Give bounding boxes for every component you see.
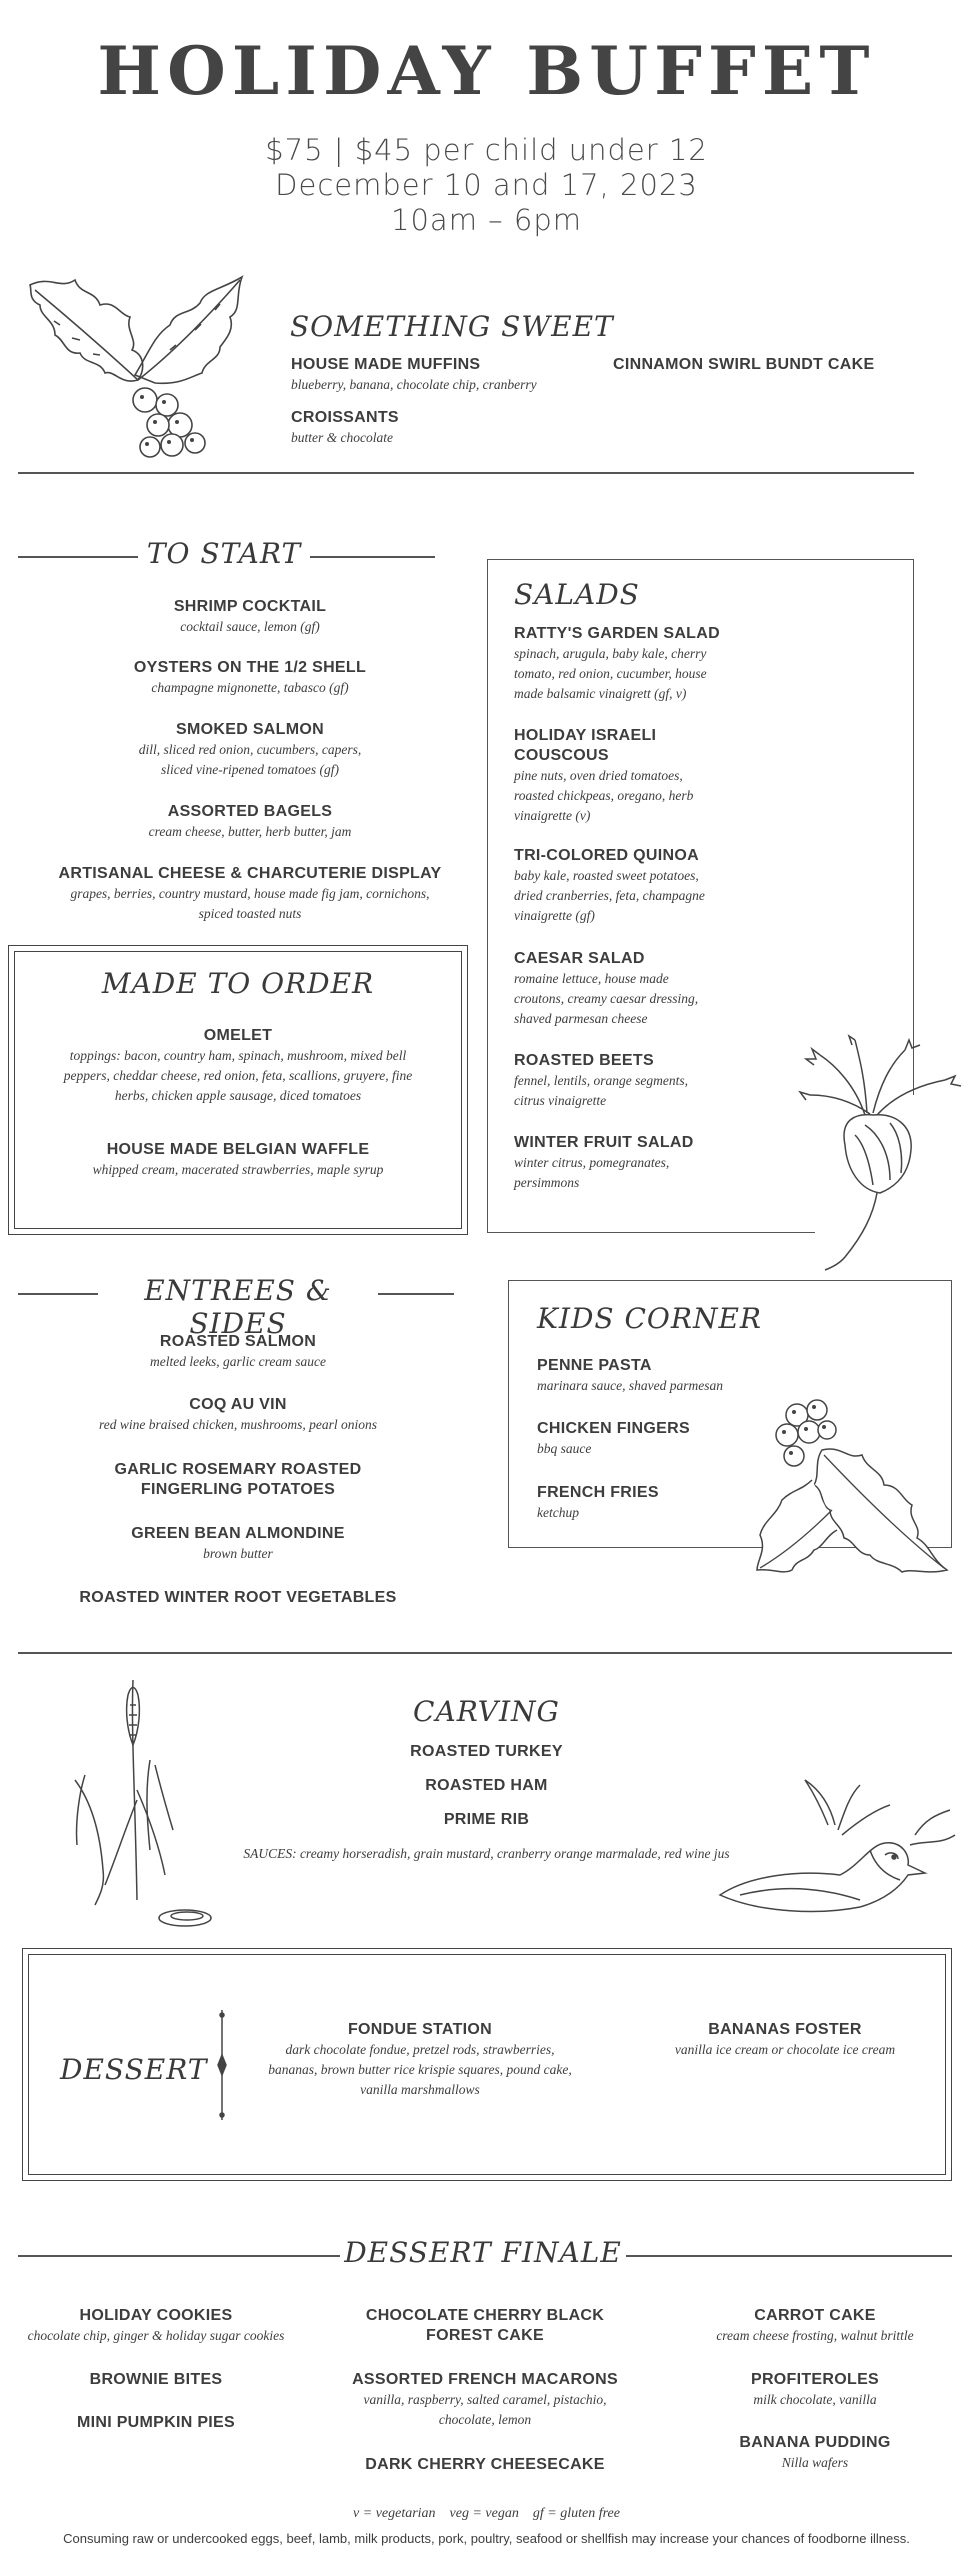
item-name: CHICKEN FINGERS bbox=[537, 1420, 690, 1437]
item-desc: dill, sliced red onion, cucumbers, capers, bbox=[138, 742, 362, 757]
item-desc: Nilla wafers bbox=[781, 2455, 849, 2470]
item-desc: dark chocolate fondue, pretzel rods, strawberries, bbox=[285, 2042, 555, 2057]
item-name: PENNE PASTA bbox=[537, 1357, 652, 1374]
item-desc: cream cheese frosting, walnut brittle bbox=[716, 2328, 914, 2343]
item-desc: tomato, red onion, cucumber, house bbox=[514, 666, 707, 681]
item-desc: chocolate chip, ginger & holiday sugar cookies bbox=[27, 2328, 285, 2343]
item-name: ROASTED TURKEY bbox=[410, 1743, 563, 1760]
divider bbox=[18, 2255, 340, 2257]
item-desc: baby kale, roasted sweet potatoes, bbox=[514, 868, 699, 883]
section-title-kids: KIDS CORNER bbox=[537, 1302, 762, 1335]
item-name: FINGERLING POTATOES bbox=[140, 1481, 336, 1498]
item-name: MINI PUMPKIN PIES bbox=[76, 2414, 235, 2431]
section-title-to-start: TO START bbox=[146, 537, 302, 570]
divider bbox=[310, 556, 435, 558]
divider bbox=[18, 556, 138, 558]
item-desc: champagne mignonette, tabasco (gf) bbox=[151, 680, 349, 695]
item-name: GREEN BEAN ALMONDINE bbox=[131, 1525, 345, 1542]
item-name: OYSTERS ON THE 1/2 SHELL bbox=[133, 659, 367, 676]
item-name: PRIME RIB bbox=[443, 1811, 530, 1828]
item-name: PROFITEROLES bbox=[750, 2371, 880, 2388]
item-name: BROWNIE BITES bbox=[89, 2371, 223, 2388]
dates-line: December 10 and 17, 2023 bbox=[275, 168, 698, 202]
item-name: ROASTED SALMON bbox=[159, 1333, 317, 1350]
section-title-made-to-order: MADE TO ORDER bbox=[101, 967, 375, 1000]
divider bbox=[18, 1293, 98, 1295]
item-desc: vanilla ice cream or chocolate ice cream bbox=[674, 2042, 896, 2057]
item-name: COQ AU VIN bbox=[189, 1396, 287, 1413]
item-desc: brown butter bbox=[203, 1546, 273, 1561]
item-desc: roasted chickpeas, oregano, herb bbox=[514, 788, 694, 803]
item-desc: shaved parmesan cheese bbox=[514, 1011, 648, 1026]
item-desc: chocolate, lemon bbox=[438, 2412, 532, 2427]
item-name: SHRIMP COCKTAIL bbox=[173, 598, 327, 615]
price-line: $75 | $45 per child under 12 bbox=[265, 133, 708, 167]
item-name: CINNAMON SWIRL BUNDT CAKE bbox=[613, 356, 875, 373]
item-name: GARLIC ROSEMARY ROASTED bbox=[114, 1461, 362, 1478]
item-desc: dried cranberries, feta, champagne bbox=[514, 888, 705, 903]
item-desc: melted leeks, garlic cream sauce bbox=[149, 1354, 327, 1369]
item-desc: peppers, cheddar cheese, red onion, feta, scallions, gruyere, fine bbox=[63, 1068, 413, 1083]
item-name: HOUSE MADE BELGIAN WAFFLE bbox=[106, 1141, 370, 1158]
item-name: BANANAS FOSTER bbox=[708, 2021, 862, 2038]
item-desc: milk chocolate, vanilla bbox=[753, 2392, 877, 2407]
item-desc: toppings: bacon, country ham, spinach, mushroom, mixed bell bbox=[69, 1048, 407, 1063]
section-title-salads: SALADS bbox=[514, 578, 640, 611]
item-desc: vanilla marshmallows bbox=[360, 2082, 480, 2097]
item-desc: spiced toasted nuts bbox=[198, 906, 302, 921]
section-title-dessert: DESSERT bbox=[60, 2053, 208, 2086]
item-desc: vanilla, raspberry, salted caramel, pistachio, bbox=[363, 2392, 607, 2407]
item-name: SMOKED SALMON bbox=[176, 721, 324, 738]
section-title-something-sweet: SOMETHING SWEET bbox=[290, 310, 614, 343]
item-desc: made balsamic vinaigrett (gf, v) bbox=[514, 686, 687, 701]
divider bbox=[378, 1293, 454, 1295]
item-name: ASSORTED BAGELS bbox=[167, 803, 333, 820]
item-name: ROASTED WINTER ROOT VEGETABLES bbox=[79, 1589, 397, 1606]
divider-ornament-icon bbox=[212, 2010, 232, 2120]
item-name: BANANA PUDDING bbox=[739, 2434, 891, 2451]
item-desc: bananas, brown butter rice krispie squares, pound cake, bbox=[268, 2062, 572, 2077]
item-name: TRI-COLORED QUINOA bbox=[514, 847, 699, 864]
item-name: CAESAR SALAD bbox=[514, 950, 645, 967]
page-title: HOLIDAY BUFFET bbox=[97, 32, 876, 110]
item-desc: ketchup bbox=[537, 1505, 579, 1520]
cattail-illustration-icon bbox=[55, 1670, 235, 1935]
item-name: ASSORTED FRENCH MACARONS bbox=[352, 2371, 618, 2388]
item-desc: pine nuts, oven dried tomatoes, bbox=[514, 768, 683, 783]
beet-illustration-icon bbox=[795, 1035, 970, 1285]
holly-illustration-icon bbox=[752, 1390, 964, 1590]
item-name: CARROT CAKE bbox=[754, 2307, 876, 2324]
item-name: FOREST CAKE bbox=[426, 2327, 544, 2344]
item-desc: red wine braised chicken, mushrooms, pearl onions bbox=[99, 1417, 377, 1432]
duck-illustration-icon bbox=[710, 1775, 960, 1925]
item-desc: herbs, chicken apple sausage, diced tomatoes bbox=[114, 1088, 362, 1103]
item-name: RATTY'S GARDEN SALAD bbox=[514, 625, 720, 642]
item-desc: fennel, lentils, orange segments, bbox=[514, 1073, 688, 1088]
item-desc: croutons, creamy caesar dressing, bbox=[514, 991, 699, 1006]
item-name: HOLIDAY COOKIES bbox=[79, 2307, 233, 2324]
item-name: CROISSANTS bbox=[291, 409, 399, 426]
item-desc: citrus vinaigrette bbox=[514, 1093, 607, 1108]
section-title-carving: CARVING bbox=[413, 1695, 560, 1728]
item-desc: vinaigrette (gf) bbox=[514, 908, 595, 923]
item-desc: cream cheese, butter, herb butter, jam bbox=[148, 824, 352, 839]
item-name: WINTER FRUIT SALAD bbox=[514, 1134, 694, 1151]
divider bbox=[18, 472, 914, 474]
item-desc: blueberry, banana, chocolate chip, cranberry bbox=[291, 377, 537, 392]
divider bbox=[626, 2255, 952, 2257]
item-desc: bbq sauce bbox=[537, 1441, 592, 1456]
section-title-dessert-finale: DESSERT FINALE bbox=[344, 2236, 622, 2269]
item-name: CHOCOLATE CHERRY BLACK bbox=[365, 2307, 605, 2324]
item-desc: cocktail sauce, lemon (gf) bbox=[180, 619, 320, 634]
item-name: OMELET bbox=[203, 1027, 273, 1044]
hours-line: 10am – 6pm bbox=[391, 203, 582, 237]
item-desc: winter citrus, pomegranates, bbox=[514, 1155, 670, 1170]
item-desc: vinaigrette (v) bbox=[514, 808, 591, 823]
item-name: DARK CHERRY CHEESECAKE bbox=[365, 2456, 605, 2473]
item-desc: marinara sauce, shaved parmesan bbox=[537, 1378, 723, 1393]
item-desc: sliced vine-ripened tomatoes (gf) bbox=[160, 762, 340, 777]
section-title-entrees: ENTREES & SIDES bbox=[144, 1274, 332, 1340]
dietary-legend: v = vegetarian veg = vegan gf = gluten free bbox=[353, 2506, 620, 2521]
sauces-line: SAUCES: creamy horseradish, grain mustard, cranberry orange marmalade, red wine jus bbox=[243, 1846, 730, 1861]
item-name: ROASTED HAM bbox=[425, 1777, 548, 1794]
item-desc: persimmons bbox=[514, 1175, 580, 1190]
holly-illustration-icon bbox=[20, 255, 255, 470]
item-desc: whipped cream, macerated strawberries, maple syrup bbox=[92, 1162, 384, 1177]
item-name: ROASTED BEETS bbox=[514, 1052, 654, 1069]
foodborne-warning: Consuming raw or undercooked eggs, beef, lamb, milk products, pork, poultry, seafood or shellfish may increase your chances of foodborne illness. bbox=[63, 2531, 910, 2546]
item-desc: romaine lettuce, house made bbox=[514, 971, 669, 986]
item-desc: butter & chocolate bbox=[291, 430, 393, 445]
item-name: ARTISANAL CHEESE & CHARCUTERIE DISPLAY bbox=[58, 865, 442, 882]
item-desc: spinach, arugula, baby kale, cherry bbox=[514, 646, 707, 661]
item-name: FONDUE STATION bbox=[347, 2021, 493, 2038]
item-name: HOLIDAY ISRAELI bbox=[514, 727, 657, 744]
item-name: COUSCOUS bbox=[514, 747, 609, 764]
item-name: HOUSE MADE MUFFINS bbox=[291, 356, 481, 373]
divider bbox=[18, 1652, 952, 1654]
item-name: FRENCH FRIES bbox=[537, 1484, 659, 1501]
item-desc: grapes, berries, country mustard, house made fig jam, cornichons, bbox=[70, 886, 430, 901]
